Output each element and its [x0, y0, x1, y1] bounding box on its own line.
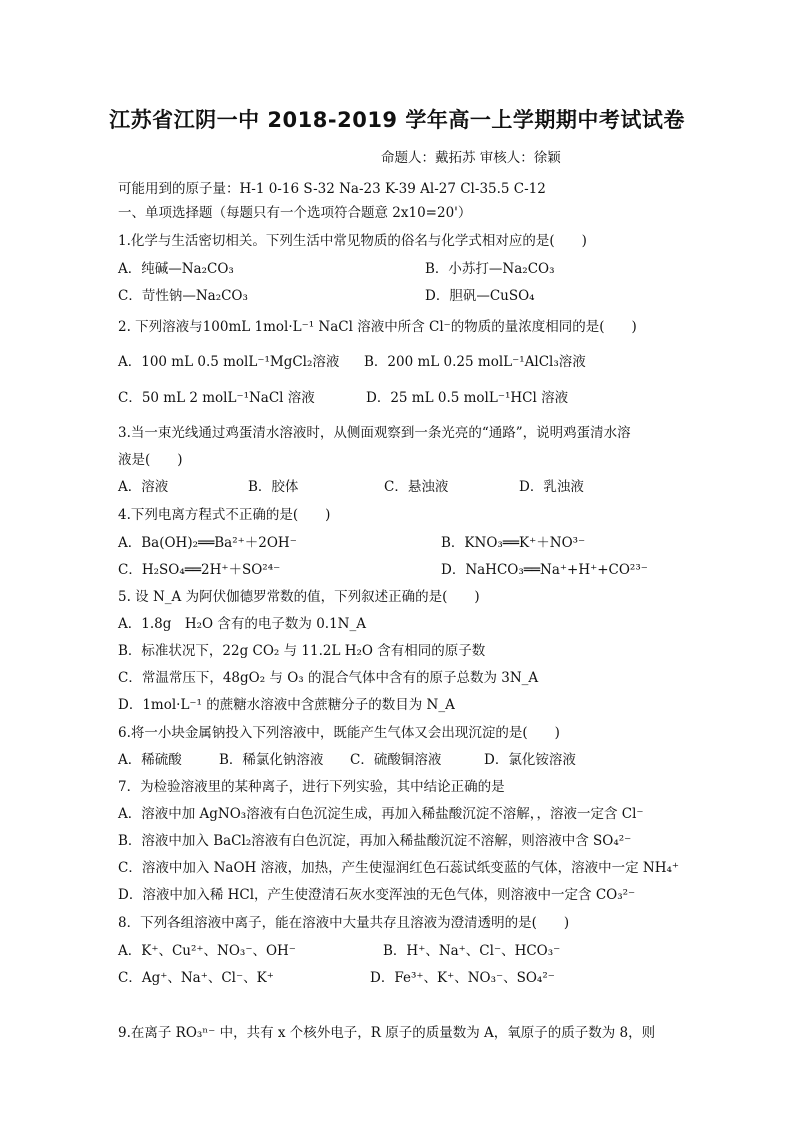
- q3-option-a: A．溶液: [118, 479, 169, 495]
- q3-option-b: B．胶体: [248, 479, 299, 495]
- q8-option-c: C．Ag⁺、Na⁺、Cl⁻、K⁺: [118, 970, 274, 986]
- atomic-masses: 可能用到的原子量：H-1 0-16 S-32 Na-23 K-39 Al-27 Cl-35.5 C-12: [118, 181, 546, 197]
- q8-option-a: A．K⁺、Cu²⁺、NO₃⁻、OH⁻: [118, 943, 296, 959]
- q7-option-b: B．溶液中加入 BaCl₂溶液有白色沉淀，再加入稀盐酸沉淀不溶解，则溶液中含 SO₄²⁻: [118, 833, 632, 849]
- q4-option-b: B．KNO₃══K⁺＋NO³⁻: [441, 535, 586, 551]
- q6-option-c: C．硫酸铜溶液: [350, 752, 442, 768]
- section-heading: 一、单项选择题（每题只有一个选项符合题意 2x10=20'）: [118, 205, 472, 221]
- q4-stem: 4.下列电离方程式不正确的是( ): [118, 507, 331, 523]
- q5-option-a: A．1.8g H₂O 含有的电子数为 0.1N_A: [118, 616, 366, 632]
- q2-option-b: B．200 mL 0.25 molL⁻¹AlCl₃溶液: [364, 354, 586, 370]
- q2-option-d: D．25 mL 0.5 molL⁻¹HCl 溶液: [366, 390, 569, 406]
- q8-stem: 8．下列各组溶液中离子，能在溶液中大量共存且溶液为澄清透明的是( ): [118, 915, 570, 931]
- q8-option-d: D．Fe³⁺、K⁺、NO₃⁻、SO₄²⁻: [370, 970, 555, 986]
- q6-option-d: D．氯化铵溶液: [484, 752, 576, 768]
- q4-option-d: D．NaHCO₃══Na⁺+H⁺+CO²³⁻: [441, 562, 648, 578]
- q6-option-b: B．稀氯化钠溶液: [219, 752, 324, 768]
- q1-option-a: A．纯碱—Na₂CO₃: [118, 261, 234, 277]
- q7-option-d: D．溶液中加入稀 HCl，产生使澄清石灰水变浑浊的无色气体，则溶液中一定含 CO₃²⁻: [118, 887, 636, 903]
- q3-option-d: D．乳浊液: [519, 479, 584, 495]
- q7-option-c: C．溶液中加入 NaOH 溶液，加热，产生使湿润红色石蕊试纸变蓝的气体，溶液中一定 NH₄⁺: [118, 860, 680, 876]
- q5-option-d: D．1mol·L⁻¹ 的蔗糖水溶液中含蔗糖分子的数目为 N_A: [118, 697, 455, 713]
- q1-option-d: D．胆矾—CuSO₄: [425, 288, 535, 304]
- q3-option-c: C．悬浊液: [384, 479, 449, 495]
- q5-option-c: C．常温常压下，48gO₂ 与 O₃ 的混合气体中含有的原子总数为 3N_A: [118, 670, 539, 686]
- page-title: 江苏省江阴一中 2018-2019 学年高一上学期期中考试试卷: [109, 108, 685, 132]
- q6-stem: 6.将一小块金属钠投入下列溶液中，既能产生气体又会出现沉淀的是( ): [118, 725, 560, 741]
- q4-option-c: C．H₂SO₄══2H⁺＋SO²⁴⁻: [118, 562, 281, 578]
- q7-stem: 7．为检验溶液里的某种离子，进行下列实验，其中结论正确的是: [118, 779, 505, 795]
- authors-line: 命题人：戴拓苏 审核人：徐颖: [381, 150, 561, 166]
- q2-stem: 2. 下列溶液与100mL 1mol·L⁻¹ NaCl 溶液中所含 Cl⁻的物质的量浓度相同的是( ): [118, 319, 637, 335]
- q7-option-a: A．溶液中加 AgNO₃溶液有白色沉淀生成，再加入稀盐酸沉淀不溶解，，溶液一定含 Cl⁻: [118, 806, 644, 822]
- q6-option-a: A．稀硫酸: [118, 752, 182, 768]
- q4-option-a: A．Ba(OH)₂══Ba²⁺＋2OH⁻: [118, 535, 297, 551]
- q5-option-b: B．标准状况下，22g CO₂ 与 11.2L H₂O 含有相同的原子数: [118, 643, 486, 659]
- q1-option-c: C．苛性钠—Na₂CO₃: [118, 288, 248, 304]
- q2-option-a: A．100 mL 0.5 molL⁻¹MgCl₂溶液: [118, 354, 340, 370]
- q2-option-c: C．50 mL 2 molL⁻¹NaCl 溶液: [118, 390, 315, 406]
- q3-stem-line1: 3.当一束光线通过鸡蛋清水溶液时，从侧面观察到一条光亮的“通路”，说明鸡蛋清水溶: [118, 425, 631, 441]
- q1-option-b: B．小苏打—Na₂CO₃: [425, 261, 555, 277]
- q3-stem-line2: 液是( ): [118, 452, 183, 468]
- q1-stem: 1.化学与生活密切相关。下列生活中常见物质的俗名与化学式相对应的是( ): [118, 233, 587, 249]
- q8-option-b: B．H⁺、Na⁺、Cl⁻、HCO₃⁻: [383, 943, 561, 959]
- q5-stem: 5. 设 N_A 为阿伏伽德罗常数的值，下列叙述正确的是( ): [118, 589, 480, 605]
- q9-stem: 9.在离子 RO₃ⁿ⁻ 中，共有 x 个核外电子，R 原子的质量数为 A，氧原子的质子数为 8，则: [118, 1025, 656, 1041]
